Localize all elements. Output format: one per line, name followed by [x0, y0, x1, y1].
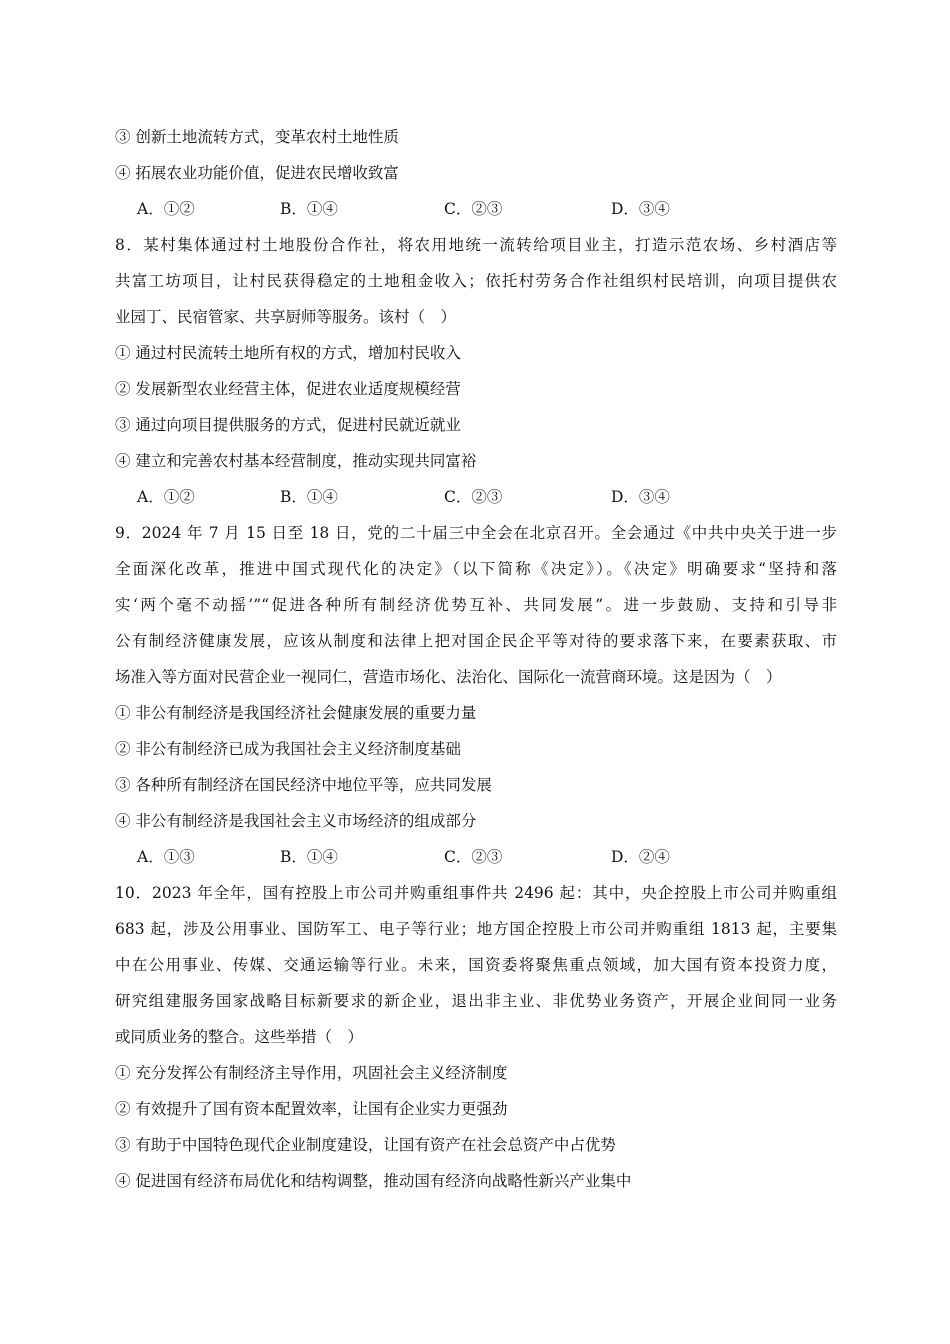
question-content	[115, 119, 837, 1199]
question-stem-line: 中在公用事业、传媒、交通运输等行业。未来，国资委将聚焦重点领域，加大国有资本投资力度，	[115, 956, 837, 974]
statement-item: ② 发展新型农业经营主体，促进农业适度规模经营	[115, 380, 461, 398]
question-stem-line: 或同质业务的整合。这些举措（ ）	[115, 1028, 364, 1046]
statement-item: ② 非公有制经济已成为我国社会主义经济制度基础	[115, 740, 461, 758]
question-stem-line: 研究组建服务国家战略目标新要求的新企业，退出非主业、非优势业务资产，开展企业间同一业务	[115, 992, 837, 1010]
answer-options	[115, 479, 837, 515]
answer-options	[115, 839, 837, 875]
statement-item: ③ 有助于中国特色现代企业制度建设，让国有资产在社会总资产中占优势	[115, 1136, 616, 1154]
answer-option[interactable]: C．②③	[444, 200, 503, 218]
answer-option[interactable]: D．③④	[611, 200, 670, 218]
answer-option[interactable]: A．①②	[137, 200, 195, 218]
answer-option[interactable]: B．①④	[280, 488, 338, 506]
question-stem-line: 场准入等方面对民营企业一视同仁，营造市场化、法治化、国际化一流营商环境。这是因为（ ）	[115, 668, 782, 686]
statement-item: ④ 非公有制经济是我国社会主义市场经济的组成部分	[115, 812, 477, 830]
statement-item: ④ 建立和完善农村基本经营制度，推动实现共同富裕	[115, 452, 477, 470]
answer-option[interactable]: B．①④	[280, 848, 338, 866]
answer-option[interactable]: B．①④	[280, 200, 338, 218]
answer-option[interactable]: C．②③	[444, 488, 503, 506]
statement-item: ① 充分发挥公有制经济主导作用，巩固社会主义经济制度	[115, 1064, 508, 1082]
statement-item: ② 有效提升了国有资本配置效率，让国有企业实力更强劲	[115, 1100, 508, 1118]
answer-option[interactable]: A．①③	[137, 848, 195, 866]
statement-item: ③ 通过向项目提供服务的方式，促进村民就近就业	[115, 416, 461, 434]
question-stem-line: 全面深化改革，推进中国式现代化的决定》（以下简称《决定》）。《决定》明确要求“坚持和落	[115, 560, 837, 578]
question-stem-line: 8．某村集体通过村土地股份合作社，将农用地统一流转给项目业主，打造示范农场、乡村酒店等	[115, 236, 837, 254]
question-stem-line: 业园丁、民宿管家、共享厨师等服务。该村（ ）	[115, 308, 457, 326]
statement-item: ④ 拓展农业功能价值，促进农民增收致富	[115, 164, 399, 182]
statement-item: ① 非公有制经济是我国经济社会健康发展的重要力量	[115, 704, 477, 722]
question-stem-line: 10．2023 年全年，国有控股上市公司并购重组事件共 2496 起：其中，央企控股上市公司并购重组	[115, 884, 837, 902]
question-stem-line: 共富工坊项目，让村民获得稳定的土地租金收入；依托村劳务合作社组织村民培训，向项目提供农	[115, 272, 837, 290]
question-stem-line: 683 起，涉及公用事业、国防军工、电子等行业；地方国企控股上市公司并购重组 1813 起，主要集	[115, 920, 837, 938]
statement-item: ③ 创新土地流转方式，变革农村土地性质	[115, 128, 399, 146]
answer-option[interactable]: C．②③	[444, 848, 503, 866]
answer-option[interactable]: D．②④	[611, 848, 670, 866]
statement-item: ④ 促进国有经济布局优化和结构调整，推动国有经济向战略性新兴产业集中	[115, 1172, 632, 1190]
answer-option[interactable]: A．①②	[137, 488, 195, 506]
statement-item: ① 通过村民流转土地所有权的方式，增加村民收入	[115, 344, 461, 362]
question-stem-line: 实‘两个毫不动摇’”“促进各种所有制经济优势互补、共同发展”。进一步鼓励、支持和引导非	[115, 596, 837, 614]
question-stem-line: 9．2024 年 7 月 15 日至 18 日，党的二十届三中全会在北京召开。全会通过《中共中央关于进一步	[115, 524, 837, 542]
answer-options	[115, 191, 837, 227]
answer-option[interactable]: D．③④	[611, 488, 670, 506]
statement-item: ③ 各种所有制经济在国民经济中地位平等，应共同发展	[115, 776, 492, 794]
question-stem-line: 公有制经济健康发展，应该从制度和法律上把对国企民企平等对待的要求落下来，在要素获取、市	[115, 632, 837, 650]
